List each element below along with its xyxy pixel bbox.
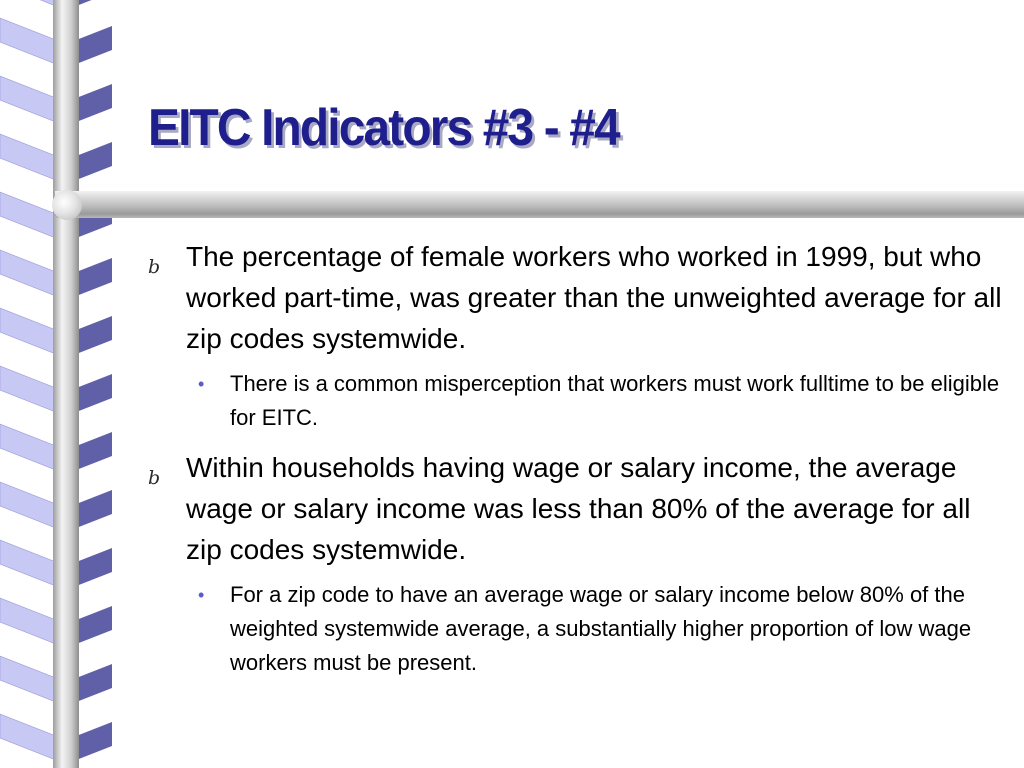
slide-body bbox=[148, 236, 1008, 692]
wingdings-bullet-icon: b bbox=[148, 467, 161, 489]
bullet-item-1 bbox=[148, 236, 1008, 359]
dot-bullet-icon: • bbox=[198, 374, 205, 394]
sub-bullet-item-2 bbox=[148, 578, 1008, 680]
sub-bullet-text-2: For a zip code to have an average wage or salary income below 80% of the weighted systemwide average, a substantially higher proportion of low wage workers must be present. bbox=[230, 582, 972, 675]
slide-title: EITC Indicators #3 - #4 bbox=[148, 99, 619, 157]
bullet-text-1: The percentage of female workers who worked in 1999, but who worked part-time, was greater than the unweighted average for all zip codes systemwide. bbox=[186, 241, 1002, 354]
bullet-text-2: Within households having wage or salary income, the average wage or salary income was less than 80% of the average for all zip codes systemwide. bbox=[186, 452, 971, 565]
sub-bullet-text-1: There is a common misperception that workers must work fulltime to be eligible for EITC. bbox=[230, 371, 1000, 430]
divider-bar-end-cap bbox=[52, 190, 82, 220]
wingdings-bullet-icon: b bbox=[148, 256, 161, 278]
bullet-item-2 bbox=[148, 447, 1008, 570]
sub-bullet-item-1 bbox=[148, 367, 1008, 435]
horizontal-divider-bar bbox=[55, 191, 1024, 218]
decorative-ribbon bbox=[0, 0, 115, 768]
dot-bullet-icon: • bbox=[198, 585, 205, 605]
